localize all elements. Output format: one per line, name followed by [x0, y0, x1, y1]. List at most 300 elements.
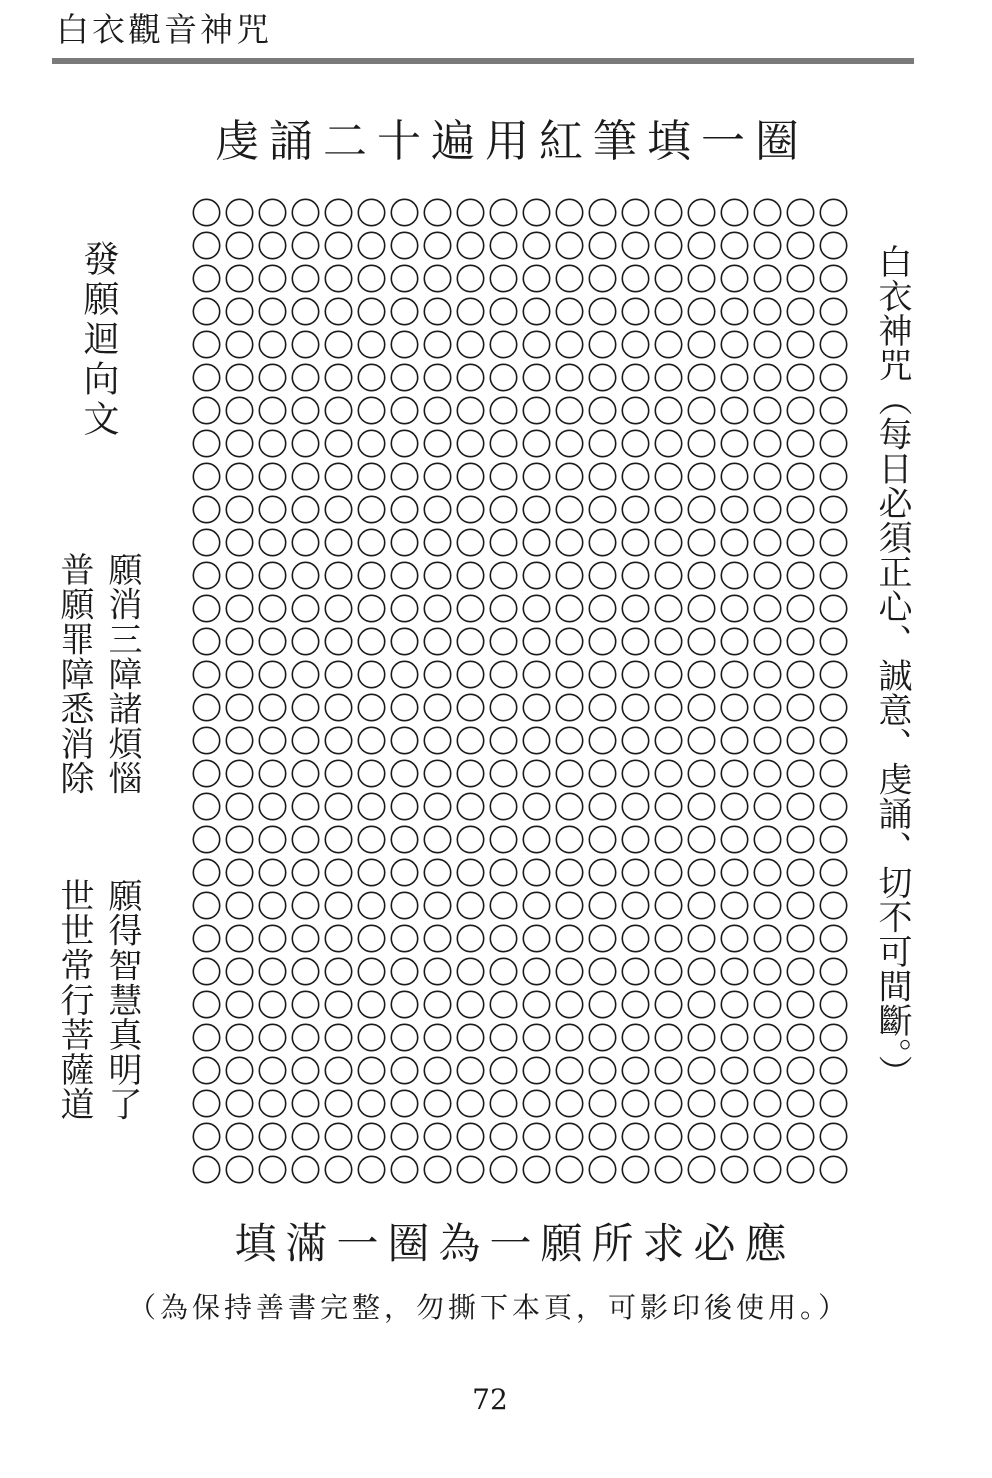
recitation-circle[interactable]	[688, 595, 714, 621]
recitation-circle[interactable]	[457, 694, 483, 720]
recitation-circle[interactable]	[754, 859, 780, 885]
recitation-circle[interactable]	[259, 298, 285, 324]
recitation-circle[interactable]	[490, 529, 516, 555]
recitation-circle[interactable]	[787, 859, 813, 885]
recitation-circle[interactable]	[721, 859, 747, 885]
recitation-circle[interactable]	[523, 1024, 549, 1050]
recitation-circle[interactable]	[655, 1090, 681, 1116]
recitation-circle[interactable]	[226, 331, 252, 357]
recitation-circle[interactable]	[193, 463, 219, 489]
recitation-circle[interactable]	[391, 265, 417, 291]
recitation-circle[interactable]	[556, 925, 582, 951]
recitation-circle[interactable]	[754, 331, 780, 357]
recitation-circle[interactable]	[655, 199, 681, 225]
recitation-circle[interactable]	[655, 397, 681, 423]
recitation-circle[interactable]	[259, 727, 285, 753]
recitation-circle[interactable]	[226, 1024, 252, 1050]
recitation-circle[interactable]	[457, 562, 483, 588]
recitation-circle[interactable]	[292, 397, 318, 423]
recitation-circle[interactable]	[457, 463, 483, 489]
recitation-circle[interactable]	[259, 463, 285, 489]
recitation-circle[interactable]	[721, 1090, 747, 1116]
recitation-circle[interactable]	[655, 694, 681, 720]
recitation-circle[interactable]	[523, 1123, 549, 1149]
recitation-circle[interactable]	[787, 463, 813, 489]
recitation-circle[interactable]	[721, 463, 747, 489]
recitation-circle[interactable]	[358, 595, 384, 621]
recitation-circle[interactable]	[721, 496, 747, 522]
recitation-circle[interactable]	[292, 463, 318, 489]
recitation-circle[interactable]	[457, 232, 483, 258]
recitation-circle[interactable]	[589, 925, 615, 951]
recitation-circle[interactable]	[391, 463, 417, 489]
recitation-circle[interactable]	[754, 628, 780, 654]
recitation-circle[interactable]	[820, 958, 846, 984]
recitation-circle[interactable]	[655, 793, 681, 819]
recitation-circle[interactable]	[787, 958, 813, 984]
recitation-circle[interactable]	[820, 925, 846, 951]
recitation-circle[interactable]	[787, 595, 813, 621]
recitation-circle[interactable]	[490, 463, 516, 489]
recitation-circle[interactable]	[754, 232, 780, 258]
recitation-circle[interactable]	[325, 364, 351, 390]
recitation-circle[interactable]	[457, 331, 483, 357]
recitation-circle[interactable]	[556, 1156, 582, 1182]
recitation-circle[interactable]	[622, 793, 648, 819]
recitation-circle[interactable]	[193, 562, 219, 588]
recitation-circle[interactable]	[292, 859, 318, 885]
recitation-circle[interactable]	[391, 595, 417, 621]
recitation-circle[interactable]	[193, 298, 219, 324]
recitation-circle[interactable]	[358, 430, 384, 456]
recitation-circle[interactable]	[556, 628, 582, 654]
recitation-circle[interactable]	[721, 958, 747, 984]
recitation-circle[interactable]	[193, 1090, 219, 1116]
recitation-circle[interactable]	[622, 199, 648, 225]
recitation-circle[interactable]	[193, 661, 219, 687]
recitation-circle[interactable]	[490, 958, 516, 984]
recitation-circle[interactable]	[358, 694, 384, 720]
recitation-circle[interactable]	[424, 199, 450, 225]
recitation-circle[interactable]	[556, 859, 582, 885]
recitation-circle[interactable]	[490, 694, 516, 720]
recitation-circle[interactable]	[259, 397, 285, 423]
recitation-circle[interactable]	[193, 1057, 219, 1083]
recitation-circle[interactable]	[193, 859, 219, 885]
recitation-circle[interactable]	[457, 760, 483, 786]
recitation-circle[interactable]	[259, 1123, 285, 1149]
recitation-circle[interactable]	[556, 1057, 582, 1083]
recitation-circle[interactable]	[457, 1024, 483, 1050]
recitation-circle[interactable]	[325, 1057, 351, 1083]
recitation-circle[interactable]	[226, 793, 252, 819]
recitation-circle[interactable]	[589, 595, 615, 621]
recitation-circle[interactable]	[358, 397, 384, 423]
recitation-circle[interactable]	[226, 529, 252, 555]
recitation-circle[interactable]	[688, 727, 714, 753]
recitation-circle[interactable]	[259, 496, 285, 522]
recitation-circle[interactable]	[589, 661, 615, 687]
recitation-circle[interactable]	[589, 793, 615, 819]
recitation-circle[interactable]	[292, 1057, 318, 1083]
recitation-circle[interactable]	[325, 793, 351, 819]
recitation-circle[interactable]	[688, 331, 714, 357]
recitation-circle[interactable]	[457, 397, 483, 423]
recitation-circle[interactable]	[226, 925, 252, 951]
recitation-circle[interactable]	[820, 793, 846, 819]
recitation-circle[interactable]	[754, 529, 780, 555]
recitation-circle[interactable]	[688, 199, 714, 225]
recitation-circle[interactable]	[655, 232, 681, 258]
recitation-circle[interactable]	[787, 925, 813, 951]
recitation-circle[interactable]	[523, 826, 549, 852]
recitation-circle[interactable]	[358, 1123, 384, 1149]
recitation-circle[interactable]	[226, 727, 252, 753]
recitation-circle[interactable]	[490, 1156, 516, 1182]
recitation-circle[interactable]	[721, 265, 747, 291]
recitation-circle[interactable]	[490, 265, 516, 291]
recitation-circle[interactable]	[325, 892, 351, 918]
recitation-circle[interactable]	[556, 760, 582, 786]
recitation-circle[interactable]	[391, 958, 417, 984]
recitation-circle[interactable]	[391, 892, 417, 918]
recitation-circle[interactable]	[622, 463, 648, 489]
recitation-circle[interactable]	[589, 1057, 615, 1083]
recitation-circle[interactable]	[457, 859, 483, 885]
recitation-circle[interactable]	[721, 595, 747, 621]
recitation-circle[interactable]	[787, 892, 813, 918]
recitation-circle[interactable]	[523, 1156, 549, 1182]
recitation-circle[interactable]	[226, 991, 252, 1017]
recitation-circle[interactable]	[622, 430, 648, 456]
recitation-circle[interactable]	[424, 826, 450, 852]
recitation-circle[interactable]	[424, 331, 450, 357]
recitation-circle[interactable]	[457, 892, 483, 918]
recitation-circle[interactable]	[424, 232, 450, 258]
recitation-circle[interactable]	[820, 694, 846, 720]
recitation-circle[interactable]	[325, 331, 351, 357]
recitation-circle[interactable]	[754, 364, 780, 390]
recitation-circle[interactable]	[754, 991, 780, 1017]
recitation-circle[interactable]	[325, 859, 351, 885]
recitation-circle[interactable]	[193, 430, 219, 456]
recitation-circle[interactable]	[622, 364, 648, 390]
recitation-circle[interactable]	[556, 496, 582, 522]
recitation-circle[interactable]	[721, 727, 747, 753]
recitation-circle[interactable]	[292, 925, 318, 951]
recitation-circle[interactable]	[787, 1024, 813, 1050]
recitation-circle[interactable]	[622, 595, 648, 621]
recitation-circle[interactable]	[721, 364, 747, 390]
recitation-circle[interactable]	[259, 991, 285, 1017]
recitation-circle[interactable]	[787, 793, 813, 819]
recitation-circle[interactable]	[655, 265, 681, 291]
recitation-circle[interactable]	[490, 859, 516, 885]
recitation-circle[interactable]	[688, 991, 714, 1017]
recitation-circle[interactable]	[787, 1156, 813, 1182]
recitation-circle[interactable]	[622, 397, 648, 423]
recitation-circle[interactable]	[655, 661, 681, 687]
recitation-circle[interactable]	[457, 430, 483, 456]
recitation-circle[interactable]	[226, 958, 252, 984]
recitation-circle[interactable]	[820, 463, 846, 489]
recitation-circle[interactable]	[424, 760, 450, 786]
recitation-circle[interactable]	[589, 397, 615, 423]
recitation-circle[interactable]	[622, 496, 648, 522]
recitation-circle[interactable]	[424, 463, 450, 489]
recitation-circle[interactable]	[556, 694, 582, 720]
recitation-circle[interactable]	[721, 628, 747, 654]
recitation-circle[interactable]	[820, 628, 846, 654]
recitation-circle[interactable]	[193, 595, 219, 621]
recitation-circle[interactable]	[292, 562, 318, 588]
recitation-circle[interactable]	[193, 727, 219, 753]
recitation-circle[interactable]	[292, 1024, 318, 1050]
recitation-circle[interactable]	[820, 760, 846, 786]
recitation-circle[interactable]	[754, 826, 780, 852]
recitation-circle[interactable]	[589, 265, 615, 291]
recitation-circle[interactable]	[556, 595, 582, 621]
recitation-circle[interactable]	[292, 694, 318, 720]
recitation-circle[interactable]	[292, 298, 318, 324]
recitation-circle[interactable]	[259, 859, 285, 885]
recitation-circle[interactable]	[226, 463, 252, 489]
recitation-circle[interactable]	[226, 397, 252, 423]
recitation-circle[interactable]	[556, 1123, 582, 1149]
recitation-circle[interactable]	[754, 892, 780, 918]
recitation-circle[interactable]	[754, 562, 780, 588]
recitation-circle[interactable]	[391, 1090, 417, 1116]
recitation-circle[interactable]	[589, 199, 615, 225]
recitation-circle[interactable]	[556, 958, 582, 984]
recitation-circle[interactable]	[721, 991, 747, 1017]
recitation-circle[interactable]	[358, 925, 384, 951]
recitation-circle[interactable]	[721, 1156, 747, 1182]
recitation-circle[interactable]	[457, 991, 483, 1017]
recitation-circle[interactable]	[391, 760, 417, 786]
recitation-circle[interactable]	[490, 199, 516, 225]
recitation-circle[interactable]	[259, 1090, 285, 1116]
recitation-circle[interactable]	[325, 265, 351, 291]
recitation-circle[interactable]	[325, 661, 351, 687]
recitation-circle[interactable]	[292, 430, 318, 456]
recitation-circle[interactable]	[655, 364, 681, 390]
recitation-circle[interactable]	[523, 232, 549, 258]
recitation-circle[interactable]	[787, 298, 813, 324]
recitation-circle[interactable]	[589, 430, 615, 456]
recitation-circle[interactable]	[193, 1156, 219, 1182]
recitation-circle[interactable]	[424, 628, 450, 654]
recitation-circle[interactable]	[358, 331, 384, 357]
recitation-circle[interactable]	[622, 727, 648, 753]
recitation-circle[interactable]	[787, 760, 813, 786]
recitation-circle[interactable]	[820, 364, 846, 390]
recitation-circle[interactable]	[688, 397, 714, 423]
recitation-circle[interactable]	[688, 430, 714, 456]
recitation-circle[interactable]	[457, 826, 483, 852]
recitation-circle[interactable]	[622, 958, 648, 984]
recitation-circle[interactable]	[424, 727, 450, 753]
recitation-circle[interactable]	[721, 892, 747, 918]
recitation-circle[interactable]	[490, 562, 516, 588]
recitation-circle[interactable]	[721, 529, 747, 555]
recitation-circle[interactable]	[688, 1123, 714, 1149]
recitation-circle[interactable]	[820, 595, 846, 621]
recitation-circle[interactable]	[193, 925, 219, 951]
recitation-circle[interactable]	[688, 463, 714, 489]
recitation-circle[interactable]	[787, 1090, 813, 1116]
recitation-circle[interactable]	[325, 397, 351, 423]
recitation-circle[interactable]	[259, 826, 285, 852]
recitation-circle[interactable]	[226, 265, 252, 291]
recitation-circle[interactable]	[655, 331, 681, 357]
recitation-circle[interactable]	[490, 364, 516, 390]
recitation-circle[interactable]	[787, 265, 813, 291]
recitation-circle[interactable]	[292, 364, 318, 390]
recitation-circle[interactable]	[424, 661, 450, 687]
recitation-circle[interactable]	[688, 1156, 714, 1182]
recitation-circle[interactable]	[622, 1156, 648, 1182]
recitation-circle[interactable]	[358, 1090, 384, 1116]
recitation-circle[interactable]	[589, 1024, 615, 1050]
recitation-circle[interactable]	[259, 1156, 285, 1182]
recitation-circle[interactable]	[787, 397, 813, 423]
recitation-circle[interactable]	[655, 1024, 681, 1050]
recitation-circle[interactable]	[259, 364, 285, 390]
recitation-circle[interactable]	[820, 727, 846, 753]
recitation-circle[interactable]	[325, 595, 351, 621]
recitation-circle[interactable]	[754, 463, 780, 489]
recitation-circle[interactable]	[787, 562, 813, 588]
recitation-circle[interactable]	[688, 628, 714, 654]
recitation-circle[interactable]	[688, 859, 714, 885]
recitation-circle[interactable]	[292, 826, 318, 852]
recitation-circle[interactable]	[325, 826, 351, 852]
recitation-circle[interactable]	[820, 265, 846, 291]
recitation-circle[interactable]	[622, 826, 648, 852]
recitation-circle[interactable]	[820, 298, 846, 324]
recitation-circle[interactable]	[721, 1057, 747, 1083]
recitation-circle[interactable]	[523, 694, 549, 720]
recitation-circle[interactable]	[688, 892, 714, 918]
recitation-circle[interactable]	[556, 562, 582, 588]
recitation-circle[interactable]	[226, 1057, 252, 1083]
recitation-circle[interactable]	[457, 529, 483, 555]
recitation-circle[interactable]	[391, 1024, 417, 1050]
recitation-circle[interactable]	[490, 397, 516, 423]
recitation-circle[interactable]	[391, 430, 417, 456]
recitation-circle[interactable]	[226, 859, 252, 885]
recitation-circle[interactable]	[358, 463, 384, 489]
recitation-circle[interactable]	[721, 232, 747, 258]
recitation-circle[interactable]	[292, 892, 318, 918]
recitation-circle[interactable]	[292, 958, 318, 984]
recitation-circle[interactable]	[424, 397, 450, 423]
recitation-circle[interactable]	[820, 1024, 846, 1050]
recitation-circle[interactable]	[193, 496, 219, 522]
recitation-circle[interactable]	[193, 397, 219, 423]
recitation-circle[interactable]	[589, 364, 615, 390]
recitation-circle[interactable]	[226, 595, 252, 621]
recitation-circle[interactable]	[424, 430, 450, 456]
recitation-circle[interactable]	[523, 397, 549, 423]
recitation-circle[interactable]	[556, 793, 582, 819]
recitation-circle[interactable]	[490, 661, 516, 687]
recitation-circle[interactable]	[391, 298, 417, 324]
recitation-circle[interactable]	[589, 1156, 615, 1182]
recitation-circle[interactable]	[655, 892, 681, 918]
recitation-circle[interactable]	[325, 463, 351, 489]
recitation-circle[interactable]	[424, 1024, 450, 1050]
recitation-circle[interactable]	[490, 1123, 516, 1149]
recitation-circle[interactable]	[523, 958, 549, 984]
recitation-circle[interactable]	[655, 826, 681, 852]
recitation-circle[interactable]	[424, 1057, 450, 1083]
recitation-circle[interactable]	[325, 562, 351, 588]
recitation-circle[interactable]	[787, 628, 813, 654]
recitation-circle[interactable]	[391, 991, 417, 1017]
recitation-circle[interactable]	[226, 364, 252, 390]
recitation-circle[interactable]	[358, 364, 384, 390]
recitation-circle[interactable]	[490, 727, 516, 753]
recitation-circle[interactable]	[688, 1024, 714, 1050]
recitation-circle[interactable]	[688, 529, 714, 555]
recitation-circle[interactable]	[391, 331, 417, 357]
recitation-circle[interactable]	[688, 760, 714, 786]
recitation-circle[interactable]	[226, 694, 252, 720]
recitation-circle[interactable]	[622, 1024, 648, 1050]
recitation-circle[interactable]	[424, 364, 450, 390]
recitation-circle[interactable]	[589, 331, 615, 357]
recitation-circle[interactable]	[226, 1090, 252, 1116]
recitation-circle[interactable]	[325, 529, 351, 555]
recitation-circle[interactable]	[688, 298, 714, 324]
recitation-circle[interactable]	[655, 496, 681, 522]
recitation-circle[interactable]	[325, 430, 351, 456]
recitation-circle[interactable]	[688, 826, 714, 852]
recitation-circle[interactable]	[457, 727, 483, 753]
recitation-circle[interactable]	[556, 661, 582, 687]
recitation-circle[interactable]	[358, 529, 384, 555]
recitation-circle[interactable]	[820, 331, 846, 357]
recitation-circle[interactable]	[193, 1024, 219, 1050]
recitation-circle[interactable]	[424, 1090, 450, 1116]
recitation-circle[interactable]	[721, 925, 747, 951]
recitation-circle[interactable]	[358, 793, 384, 819]
recitation-circle[interactable]	[523, 463, 549, 489]
recitation-circle[interactable]	[457, 364, 483, 390]
recitation-circle[interactable]	[457, 628, 483, 654]
recitation-circle[interactable]	[523, 496, 549, 522]
recitation-circle[interactable]	[226, 760, 252, 786]
recitation-circle[interactable]	[556, 364, 582, 390]
recitation-circle[interactable]	[787, 529, 813, 555]
recitation-circle[interactable]	[688, 1090, 714, 1116]
recitation-circle[interactable]	[556, 331, 582, 357]
recitation-circle[interactable]	[820, 199, 846, 225]
recitation-circle[interactable]	[589, 892, 615, 918]
recitation-circle[interactable]	[193, 199, 219, 225]
recitation-circle[interactable]	[292, 628, 318, 654]
recitation-circle[interactable]	[325, 1156, 351, 1182]
recitation-circle[interactable]	[259, 199, 285, 225]
recitation-circle[interactable]	[787, 826, 813, 852]
recitation-circle[interactable]	[655, 298, 681, 324]
recitation-circle[interactable]	[391, 826, 417, 852]
recitation-circle[interactable]	[721, 397, 747, 423]
recitation-circle[interactable]	[358, 727, 384, 753]
recitation-circle[interactable]	[655, 463, 681, 489]
